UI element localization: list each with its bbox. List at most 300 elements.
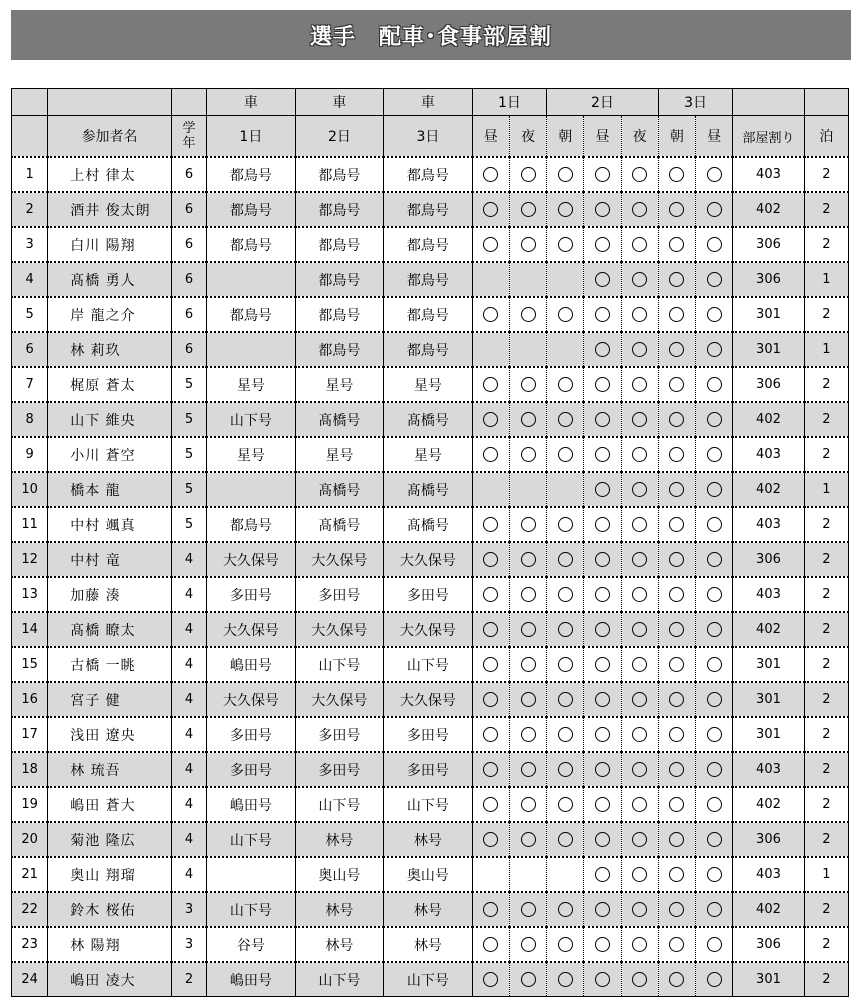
meal-cell: [696, 192, 733, 227]
meal-cell: [472, 472, 509, 507]
meal-circle-icon: [521, 902, 536, 917]
meal-cell: [584, 612, 621, 647]
meal-circle-icon: [483, 447, 498, 462]
meal-cell: [621, 192, 658, 227]
meal-circle-icon: [558, 762, 573, 777]
meal-cell: [696, 157, 733, 192]
meal-cell: [509, 787, 546, 822]
meal-circle-icon: [707, 867, 722, 882]
room-number: 402: [733, 612, 804, 647]
meal-circle-icon: [595, 377, 610, 392]
meal-circle-icon: [632, 832, 647, 847]
grade-cell: 6: [171, 192, 206, 227]
meal-circle-icon: [669, 517, 684, 532]
meal-circle-icon: [707, 587, 722, 602]
meal-circle-icon: [595, 692, 610, 707]
meal-circle-icon: [707, 937, 722, 952]
meal-circle-icon: [483, 412, 498, 427]
meal-cell: [472, 577, 509, 612]
room-number: 403: [733, 752, 804, 787]
meal-circle-icon: [707, 167, 722, 182]
meal-cell: [509, 892, 546, 927]
meal-cell: [658, 612, 695, 647]
header-nights: 泊: [804, 116, 848, 158]
room-number: 402: [733, 787, 804, 822]
table-row: [12, 577, 849, 612]
meal-circle-icon: [595, 482, 610, 497]
header-cell-empty: [48, 89, 172, 116]
nights-count: 2: [804, 402, 848, 437]
meal-circle-icon: [595, 447, 610, 462]
meal-circle-icon: [707, 377, 722, 392]
meal-cell: [696, 437, 733, 472]
room-number: 306: [733, 542, 804, 577]
grade-cell: 4: [171, 577, 206, 612]
meal-circle-icon: [632, 552, 647, 567]
table-row: [12, 892, 849, 927]
meal-circle-icon: [632, 447, 647, 462]
meal-circle-icon: [558, 797, 573, 812]
car-day-3: 都鳥号: [384, 297, 473, 332]
car-day-2: 都鳥号: [295, 227, 384, 262]
participant-name: 中村 竜: [48, 542, 172, 577]
meal-cell: [509, 542, 546, 577]
meal-cell: [509, 262, 546, 297]
row-number: 14: [12, 612, 48, 647]
meal-cell: [696, 472, 733, 507]
nights-count: 2: [804, 822, 848, 857]
meal-cell: [696, 787, 733, 822]
meal-circle-icon: [669, 482, 684, 497]
room-number: 306: [733, 927, 804, 962]
grade-cell: 5: [171, 437, 206, 472]
participant-name: 宮子 健: [48, 682, 172, 717]
table-row: [12, 472, 849, 507]
car-day-2: 星号: [295, 367, 384, 402]
nights-count: 1: [804, 262, 848, 297]
meal-circle-icon: [521, 552, 536, 567]
meal-cell: [547, 892, 584, 927]
meal-circle-icon: [632, 867, 647, 882]
meal-cell: [696, 682, 733, 717]
meal-circle-icon: [595, 167, 610, 182]
row-number: 20: [12, 822, 48, 857]
meal-cell: [472, 227, 509, 262]
meal-cell: [547, 647, 584, 682]
nights-count: 2: [804, 962, 848, 997]
header-room: 部屋割り: [733, 116, 804, 158]
car-day-2: 多田号: [295, 752, 384, 787]
header-car-3: 車: [384, 89, 473, 116]
meal-cell: [621, 682, 658, 717]
meal-circle-icon: [632, 972, 647, 987]
meal-cell: [658, 472, 695, 507]
row-number: 21: [12, 857, 48, 892]
table-row: [12, 962, 849, 997]
row-number: 13: [12, 577, 48, 612]
meal-circle-icon: [558, 727, 573, 742]
meal-cell: [509, 752, 546, 787]
header-cell-empty: [804, 89, 848, 116]
car-day-2: 林号: [295, 822, 384, 857]
car-day-2: 奥山号: [295, 857, 384, 892]
meal-circle-icon: [707, 797, 722, 812]
meal-circle-icon: [707, 657, 722, 672]
car-day-3: 多田号: [384, 752, 473, 787]
meal-circle-icon: [558, 237, 573, 252]
meal-cell: [509, 647, 546, 682]
meal-cell: [658, 752, 695, 787]
room-number: 402: [733, 402, 804, 437]
car-day-3: 林号: [384, 927, 473, 962]
meal-circle-icon: [558, 307, 573, 322]
meal-circle-icon: [632, 482, 647, 497]
car-day-2: 都鳥号: [295, 157, 384, 192]
row-number: 11: [12, 507, 48, 542]
meal-cell: [472, 507, 509, 542]
meal-cell: [658, 542, 695, 577]
row-number: 18: [12, 752, 48, 787]
table-row: [12, 787, 849, 822]
meal-cell: [621, 717, 658, 752]
car-day-2: 髙橋号: [295, 402, 384, 437]
meal-cell: [472, 297, 509, 332]
meal-cell: [509, 717, 546, 752]
table-row: [12, 297, 849, 332]
meal-circle-icon: [707, 902, 722, 917]
meal-cell: [696, 647, 733, 682]
meal-cell: [658, 332, 695, 367]
meal-circle-icon: [483, 517, 498, 532]
meal-circle-icon: [521, 727, 536, 742]
meal-circle-icon: [669, 342, 684, 357]
participant-name: 浅田 遼央: [48, 717, 172, 752]
meal-circle-icon: [558, 657, 573, 672]
meal-circle-icon: [558, 377, 573, 392]
nights-count: 2: [804, 157, 848, 192]
header-day-2: 2日: [547, 89, 659, 116]
header-cell-empty: [171, 89, 206, 116]
meal-circle-icon: [558, 517, 573, 532]
meal-circle-icon: [632, 517, 647, 532]
car-day-3: 林号: [384, 892, 473, 927]
meal-cell: [658, 822, 695, 857]
meal-cell: [472, 542, 509, 577]
meal-cell: [509, 857, 546, 892]
meal-cell: [584, 297, 621, 332]
meal-cell: [696, 577, 733, 612]
meal-circle-icon: [669, 727, 684, 742]
meal-circle-icon: [669, 167, 684, 182]
table-row: [12, 367, 849, 402]
meal-circle-icon: [595, 237, 610, 252]
car-day-3: 林号: [384, 822, 473, 857]
meal-circle-icon: [632, 937, 647, 952]
table-row: [12, 927, 849, 962]
grade-cell: 5: [171, 507, 206, 542]
meal-circle-icon: [632, 412, 647, 427]
room-number: 402: [733, 472, 804, 507]
meal-circle-icon: [632, 587, 647, 602]
car-day-2: 星号: [295, 437, 384, 472]
meal-circle-icon: [669, 377, 684, 392]
meal-cell: [584, 892, 621, 927]
grade-cell: 6: [171, 297, 206, 332]
meal-circle-icon: [521, 517, 536, 532]
meal-cell: [621, 612, 658, 647]
meal-circle-icon: [521, 167, 536, 182]
header-meal-dinner-2: 夜: [621, 116, 658, 158]
meal-cell: [547, 822, 584, 857]
meal-circle-icon: [483, 307, 498, 322]
room-number: 403: [733, 507, 804, 542]
participant-name: 上村 律太: [48, 157, 172, 192]
meal-cell: [472, 892, 509, 927]
meal-cell: [547, 332, 584, 367]
meal-cell: [472, 962, 509, 997]
car-day-1: 嶋田号: [207, 962, 296, 997]
meal-cell: [658, 157, 695, 192]
header-date-1: 1日: [207, 116, 296, 158]
meal-cell: [584, 962, 621, 997]
participant-name: 酒井 俊太朗: [48, 192, 172, 227]
table-row: [12, 262, 849, 297]
meal-circle-icon: [669, 307, 684, 322]
room-number: 306: [733, 367, 804, 402]
meal-cell: [621, 367, 658, 402]
meal-cell: [621, 822, 658, 857]
participant-name: 小川 蒼空: [48, 437, 172, 472]
meal-cell: [509, 157, 546, 192]
meal-cell: [658, 857, 695, 892]
nights-count: 2: [804, 542, 848, 577]
meal-circle-icon: [483, 692, 498, 707]
meal-circle-icon: [669, 622, 684, 637]
meal-cell: [547, 612, 584, 647]
meal-cell: [584, 192, 621, 227]
meal-cell: [696, 402, 733, 437]
nights-count: 1: [804, 332, 848, 367]
meal-circle-icon: [595, 727, 610, 742]
meal-circle-icon: [483, 622, 498, 637]
meal-cell: [658, 927, 695, 962]
car-day-3: 大久保号: [384, 612, 473, 647]
meal-cell: [658, 262, 695, 297]
meal-cell: [621, 542, 658, 577]
table-row: [12, 857, 849, 892]
meal-cell: [547, 367, 584, 402]
meal-circle-icon: [483, 762, 498, 777]
car-day-3: 山下号: [384, 647, 473, 682]
meal-cell: [696, 752, 733, 787]
table-row: [12, 542, 849, 577]
meal-circle-icon: [558, 937, 573, 952]
row-number: 22: [12, 892, 48, 927]
car-day-1: 多田号: [207, 577, 296, 612]
meal-circle-icon: [558, 552, 573, 567]
participant-name: 林 陽翔: [48, 927, 172, 962]
nights-count: 2: [804, 227, 848, 262]
meal-cell: [584, 927, 621, 962]
meal-cell: [472, 262, 509, 297]
meal-cell: [509, 507, 546, 542]
header-car-1: 車: [207, 89, 296, 116]
table-row: [12, 507, 849, 542]
car-day-2: 都鳥号: [295, 332, 384, 367]
nights-count: 2: [804, 507, 848, 542]
grade-cell: 6: [171, 227, 206, 262]
meal-circle-icon: [632, 167, 647, 182]
meal-cell: [658, 647, 695, 682]
table-row: [12, 647, 849, 682]
meal-cell: [547, 227, 584, 262]
car-day-1: 嶋田号: [207, 647, 296, 682]
grade-cell: 5: [171, 367, 206, 402]
car-day-2: 大久保号: [295, 612, 384, 647]
grade-cell: 4: [171, 717, 206, 752]
meal-cell: [696, 857, 733, 892]
meal-circle-icon: [669, 237, 684, 252]
meal-circle-icon: [595, 412, 610, 427]
meal-cell: [621, 262, 658, 297]
meal-circle-icon: [669, 867, 684, 882]
meal-circle-icon: [595, 797, 610, 812]
meal-cell: [621, 892, 658, 927]
meal-circle-icon: [632, 622, 647, 637]
grade-cell: 5: [171, 472, 206, 507]
car-day-3: 多田号: [384, 717, 473, 752]
meal-circle-icon: [521, 832, 536, 847]
meal-cell: [621, 507, 658, 542]
meal-circle-icon: [595, 657, 610, 672]
header-date-3: 3日: [384, 116, 473, 158]
meal-circle-icon: [632, 237, 647, 252]
grade-cell: 4: [171, 612, 206, 647]
meal-cell: [658, 192, 695, 227]
meal-cell: [621, 157, 658, 192]
car-day-2: 山下号: [295, 962, 384, 997]
grade-cell: 4: [171, 542, 206, 577]
car-day-2: 林号: [295, 892, 384, 927]
room-number: 402: [733, 892, 804, 927]
meal-cell: [584, 402, 621, 437]
grade-cell: 3: [171, 927, 206, 962]
meal-circle-icon: [558, 902, 573, 917]
header-meal-dinner-1: 夜: [509, 116, 546, 158]
meal-cell: [584, 752, 621, 787]
participant-name: 奥山 翔瑠: [48, 857, 172, 892]
meal-circle-icon: [707, 412, 722, 427]
meal-circle-icon: [632, 202, 647, 217]
meal-circle-icon: [632, 342, 647, 357]
car-day-1: 都鳥号: [207, 192, 296, 227]
grade-cell: 6: [171, 332, 206, 367]
table-row: [12, 612, 849, 647]
meal-cell: [696, 297, 733, 332]
meal-circle-icon: [707, 762, 722, 777]
meal-cell: [621, 437, 658, 472]
meal-cell: [621, 402, 658, 437]
nights-count: 2: [804, 612, 848, 647]
nights-count: 1: [804, 472, 848, 507]
participant-name: 鈴木 桜佑: [48, 892, 172, 927]
row-number: 7: [12, 367, 48, 402]
row-number: 2: [12, 192, 48, 227]
meal-circle-icon: [707, 202, 722, 217]
room-number: 402: [733, 192, 804, 227]
meal-cell: [621, 787, 658, 822]
meal-circle-icon: [707, 517, 722, 532]
car-day-2: 林号: [295, 927, 384, 962]
meal-circle-icon: [632, 377, 647, 392]
meal-cell: [658, 297, 695, 332]
meal-circle-icon: [669, 797, 684, 812]
meal-cell: [584, 647, 621, 682]
meal-circle-icon: [483, 587, 498, 602]
car-day-2: 髙橋号: [295, 472, 384, 507]
meal-cell: [547, 472, 584, 507]
meal-circle-icon: [707, 622, 722, 637]
meal-circle-icon: [595, 587, 610, 602]
car-day-1: 都鳥号: [207, 227, 296, 262]
meal-cell: [584, 437, 621, 472]
meal-circle-icon: [483, 797, 498, 812]
meal-cell: [547, 262, 584, 297]
meal-circle-icon: [521, 762, 536, 777]
meal-cell: [658, 787, 695, 822]
meal-cell: [472, 927, 509, 962]
meal-circle-icon: [632, 727, 647, 742]
car-day-3: 山下号: [384, 787, 473, 822]
meal-circle-icon: [483, 937, 498, 952]
meal-circle-icon: [595, 972, 610, 987]
nights-count: 2: [804, 577, 848, 612]
meal-circle-icon: [558, 167, 573, 182]
meal-cell: [509, 437, 546, 472]
header-cell-empty: [733, 89, 804, 116]
meal-circle-icon: [521, 202, 536, 217]
meal-cell: [547, 577, 584, 612]
car-day-3: 都鳥号: [384, 227, 473, 262]
row-number: 10: [12, 472, 48, 507]
grade-cell: 4: [171, 647, 206, 682]
meal-cell: [621, 647, 658, 682]
room-number: 301: [733, 682, 804, 717]
participant-name: 林 莉玖: [48, 332, 172, 367]
participant-name: 嶋田 凌大: [48, 962, 172, 997]
meal-cell: [472, 157, 509, 192]
meal-circle-icon: [483, 832, 498, 847]
meal-circle-icon: [483, 202, 498, 217]
meal-cell: [509, 192, 546, 227]
car-day-2: 大久保号: [295, 542, 384, 577]
nights-count: 2: [804, 437, 848, 472]
meal-cell: [696, 892, 733, 927]
car-day-2: 山下号: [295, 647, 384, 682]
meal-cell: [658, 367, 695, 402]
meal-circle-icon: [595, 937, 610, 952]
meal-cell: [509, 822, 546, 857]
meal-cell: [584, 262, 621, 297]
meal-circle-icon: [632, 762, 647, 777]
meal-circle-icon: [669, 587, 684, 602]
meal-circle-icon: [669, 692, 684, 707]
grade-cell: 4: [171, 752, 206, 787]
meal-cell: [509, 367, 546, 402]
meal-cell: [658, 892, 695, 927]
meal-circle-icon: [632, 307, 647, 322]
meal-cell: [472, 332, 509, 367]
